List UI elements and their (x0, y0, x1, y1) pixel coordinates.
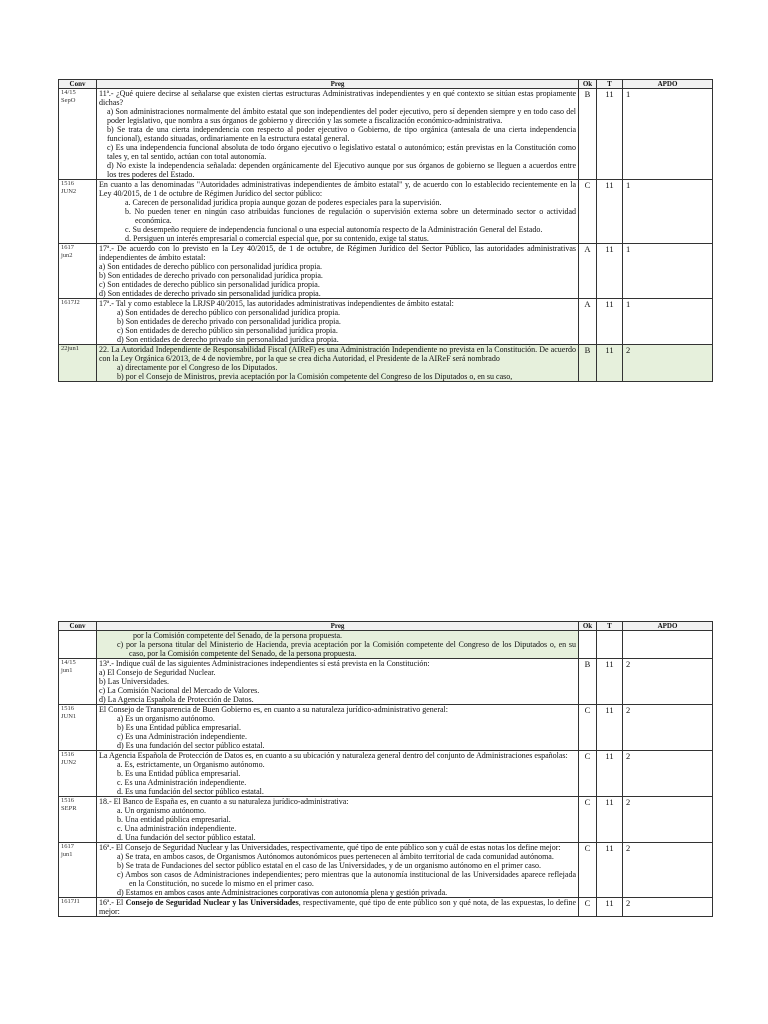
answer-cell: A (579, 244, 597, 299)
table-row (59, 797, 713, 843)
section-cell: 2 (623, 898, 713, 917)
option: c) Es una independencia funcional absoluta de todo órgano ejecutivo o legislativo estatal o autonómico; están previstas en la Constitución como tales y, en tal sentido, actúan con total autonomía. (107, 143, 576, 161)
table-row (59, 843, 713, 898)
col-ok-header: Ok (579, 622, 597, 631)
option: b) Son entidades de derecho privado con personalidad jurídica propia. (117, 317, 341, 326)
table-row (59, 244, 713, 299)
col-conv-header: Conv (59, 80, 97, 89)
option: b. Una entidad pública empresarial. (117, 815, 231, 824)
topic-cell: 11 (597, 89, 623, 180)
option: c. Una administración independiente. (117, 824, 237, 833)
col-apdo-header: APDO (623, 622, 713, 631)
option: d) Son entidades de derecho privado sin personalidad jurídica propia. (117, 335, 339, 344)
option: c. Su desempeño requiere de independencia funcional o una especial autonomía respecto de la Administración General del Estado. (125, 225, 543, 234)
question-stem: La Agencia Española de Protección de Datos es, en cuanto a su ubicación y naturaleza general dentro del conjunto de Administraciones españolas: (99, 751, 568, 760)
topic-cell: 11 (597, 898, 623, 917)
table-row (59, 751, 713, 797)
option: a. Carecen de personalidad jurídica propia aunque gozan de poderes especiales para la supervisión. (125, 198, 442, 207)
option: c) Son entidades de derecho público sin personalidad jurídica propia. (117, 326, 338, 335)
col-apdo-header: APDO (623, 80, 713, 89)
option: d) Estamos en ambos casos ante Administraciones corporativas con autonomía plena y gestión privada. (117, 888, 448, 897)
topic-cell: 11 (597, 705, 623, 751)
topic-cell: 11 (597, 244, 623, 299)
section-cell: 1 (623, 244, 713, 299)
section-cell: 2 (623, 705, 713, 751)
option: a) directamente por el Congreso de los Diputados. (117, 363, 278, 372)
section-cell: 2 (623, 797, 713, 843)
answer-cell (579, 631, 597, 659)
option: d. Persiguen un interés empresarial o comercial especial que, por su contenido, exige tal status. (125, 234, 429, 243)
question-stem: 16ª.- El Consejo de Seguridad Nuclear y las Universidades, respectivamente, qué tipo de ente público son y cuál de estas notas los define mejor: (99, 843, 561, 852)
table-row (59, 89, 713, 180)
option: b. No pueden tener en ningún caso atribuidas funciones de regulación o supervisión externa sobre un determinado sector o actividad económica. (125, 207, 576, 225)
option: c) Son entidades de derecho público sin personalidad jurídica propia. (99, 280, 320, 289)
option: a) Se trata, en ambos casos, de Organismos Autónomos autonómicos pues pertenecen al ámbito territorial de cada comunidad autónoma. (117, 852, 554, 861)
table-header (59, 622, 713, 631)
question-cell (97, 898, 579, 917)
conv-cell (59, 631, 97, 659)
col-t-header: T (597, 80, 623, 89)
section-cell: 1 (623, 180, 713, 244)
topic-cell: 11 (597, 345, 623, 382)
option: d) No existe la independencia señalada: dependen orgánicamente del Ejecutivo aunque por sus órganos de gobierno se lleguen a acuerdos entre los tres poderes del Estado. (107, 161, 576, 179)
option: d) La Agencia Española de Protección de Datos. (99, 695, 254, 704)
question-cell (97, 244, 579, 299)
question-cell (97, 797, 579, 843)
option: a. Es, estrictamente, un Organismo autónomo. (117, 760, 265, 769)
question-cell (97, 705, 579, 751)
question-cell (97, 345, 579, 382)
question-cell (97, 89, 579, 180)
topic-cell: 11 (597, 659, 623, 705)
question-cell (97, 299, 579, 345)
section-cell: 1 (623, 299, 713, 345)
conv-cell: 1617J2 (59, 299, 97, 345)
question-stem: En cuanto a las denominadas "Autoridades administrativas independientes de ámbito estatal" y, de acuerdo con lo establecido recientemente en la Ley 40/2015, de 1 de octubre de Régimen Jurídico del sector público: (99, 180, 576, 198)
topic-cell: 11 (597, 180, 623, 244)
question-cell (97, 751, 579, 797)
option: a) Son entidades de derecho público con personalidad jurídica propia. (99, 262, 323, 271)
section-cell: 2 (623, 751, 713, 797)
conv-cell: 1617 jun1 (59, 843, 97, 898)
answer-cell: C (579, 705, 597, 751)
table-row-continuation (59, 631, 713, 659)
option-continuation: por la Comisión competente del Senado, de la persona propuesta. (133, 631, 343, 640)
option: a. Un organismo autónomo. (117, 806, 206, 815)
topic-cell: 11 (597, 751, 623, 797)
question-stem: 17ª.- De acuerdo con lo previsto en la Ley 40/2015, de 1 de octubre, de Régimen Jurídico del Sector Público, las autoridades administrativas independientes de ámbito estatal: (99, 244, 576, 262)
answer-cell: A (579, 299, 597, 345)
question-cell (97, 843, 579, 898)
option: b) Se trata de Fundaciones del sector público estatal en el caso de las Universidades, y de un organismo autónomo en el primer caso. (117, 861, 541, 870)
option: a) Es un organismo autónomo. (117, 714, 215, 723)
topic-cell: 11 (597, 843, 623, 898)
conv-cell: 14/15 jun1 (59, 659, 97, 705)
table-row (59, 299, 713, 345)
option: c. Es una Administración independiente. (117, 778, 247, 787)
col-preg-header: Preg (97, 80, 579, 89)
option: d. Una fundación del sector público estatal. (117, 833, 256, 842)
question-stem: 18.- El Banco de España es, en cuanto a su naturaleza jurídico-administrativa: (99, 797, 349, 806)
conv-cell: 14/15 SepO (59, 89, 97, 180)
questions-table-1 (58, 79, 713, 382)
option: b) por el Consejo de Ministros, previa aceptación por la Comisión competente del Congreso de los Diputados o, en su caso, (117, 372, 513, 381)
section-cell: 1 (623, 89, 713, 180)
table-row (59, 898, 713, 917)
question-stem: 22. La Autoridad Independiente de Responsabilidad Fiscal (AIReF) es una Administración Independiente no prevista en la Constitución. De acuerdo con la Ley Orgánica 6/2013, de 4 de noviembre, por la que se crea dicha Autoridad, el Presidente de la AIReF será nombrado (99, 345, 576, 363)
section-cell: 2 (623, 843, 713, 898)
option: d) Es una fundación del sector público estatal. (117, 741, 265, 750)
table-row (59, 659, 713, 705)
option: b. Es una Entidad pública empresarial. (117, 769, 241, 778)
col-conv-header: Conv (59, 622, 97, 631)
table-header (59, 80, 713, 89)
option: c) La Comisión Nacional del Mercado de Valores. (99, 686, 260, 695)
topic-cell: 11 (597, 299, 623, 345)
topic-cell: 11 (597, 797, 623, 843)
question-stem: 13ª.- Indique cuál de las siguientes Administraciones independientes sí está prevista en la Constitución: (99, 659, 430, 668)
questions-table-2 (58, 621, 713, 917)
option: a) Son entidades de derecho público con personalidad jurídica propia. (117, 308, 341, 317)
option: d) Son entidades de derecho privado sin personalidad jurídica propia. (99, 289, 321, 298)
table-row (59, 180, 713, 244)
question-stem: 17ª.- Tal y como establece la LRJSP 40/2015, las autoridades administrativas independientes de ámbito estatal: (99, 299, 454, 308)
option: b) Se trata de una cierta independencia con respecto al poder ejecutivo o Gobierno, de tipo orgánica (antesala de una cierta independencia funcional), estando situadas, ordinariamente en la estructura estatal general. (107, 125, 576, 143)
question-stem: 11ª.- ¿Qué quiere decirse al señalarse que existen ciertas estructuras Administrativas independientes y en qué contexto se sitúan estas propiamente dichas? (99, 89, 576, 107)
col-preg-header: Preg (97, 622, 579, 631)
conv-cell: 1516 JUN1 (59, 705, 97, 751)
conv-cell: 1617J1 (59, 898, 97, 917)
col-t-header: T (597, 622, 623, 631)
option: b) Las Universidades. (99, 677, 169, 686)
conv-cell: 1516 SEPR (59, 797, 97, 843)
conv-cell: 1516 JUN2 (59, 180, 97, 244)
question-cell (97, 659, 579, 705)
question-cell (97, 631, 579, 659)
topic-cell (597, 631, 623, 659)
answer-cell: B (579, 89, 597, 180)
table-row-highlighted (59, 345, 713, 382)
section-cell (623, 631, 713, 659)
answer-cell: B (579, 345, 597, 382)
answer-cell: C (579, 843, 597, 898)
option: a) Son administraciones normalmente del ámbito estatal que son independientes del poder ejecutivo, pero sí dependen siempre y en todo caso del poder legislativo, que nombra a sus órganos de gobierno y dirección y las somete a fiscalización económico-administrativa. (107, 107, 576, 125)
table-row (59, 705, 713, 751)
answer-cell: C (579, 180, 597, 244)
section-cell: 2 (623, 345, 713, 382)
option: c) por la persona titular del Ministerio de Hacienda, previa aceptación por la Comisión competente del Congreso de los Diputados o, en su caso, por la Comisión competente del Senado, de la persona propuesta. (117, 640, 576, 658)
section-cell: 2 (623, 659, 713, 705)
answer-cell: C (579, 797, 597, 843)
option: c) Es una Administración independiente. (117, 732, 247, 741)
answer-cell: C (579, 751, 597, 797)
question-stem: 16ª.- El Consejo de Seguridad Nuclear y las Universidades, respectivamente, qué tipo de ente público son y qué nota, de las expuestas, lo define mejor: (99, 898, 577, 916)
question-stem: El Consejo de Transparencia de Buen Gobierno es, en cuanto a su naturaleza jurídico-administrativo general: (99, 705, 449, 714)
option: b) Es una Entidad pública empresarial. (117, 723, 241, 732)
option: d. Es una fundación del sector público estatal. (117, 787, 264, 796)
col-ok-header: Ok (579, 80, 597, 89)
conv-cell: 1617 jun2 (59, 244, 97, 299)
conv-cell: 1516 JUN2 (59, 751, 97, 797)
answer-cell: C (579, 898, 597, 917)
option: b) Son entidades de derecho privado con personalidad jurídica propia. (99, 271, 323, 280)
question-cell (97, 180, 579, 244)
option: c) Ambos son casos de Administraciones independientes; pero mientras que la autonomía institucional de las Universidades aparece reflejada en la Constitución, no sucede lo mismo en el primer caso. (117, 870, 576, 888)
answer-cell: B (579, 659, 597, 705)
conv-cell: 22jun1 (59, 345, 97, 382)
option: a) El Consejo de Seguridad Nuclear. (99, 668, 216, 677)
